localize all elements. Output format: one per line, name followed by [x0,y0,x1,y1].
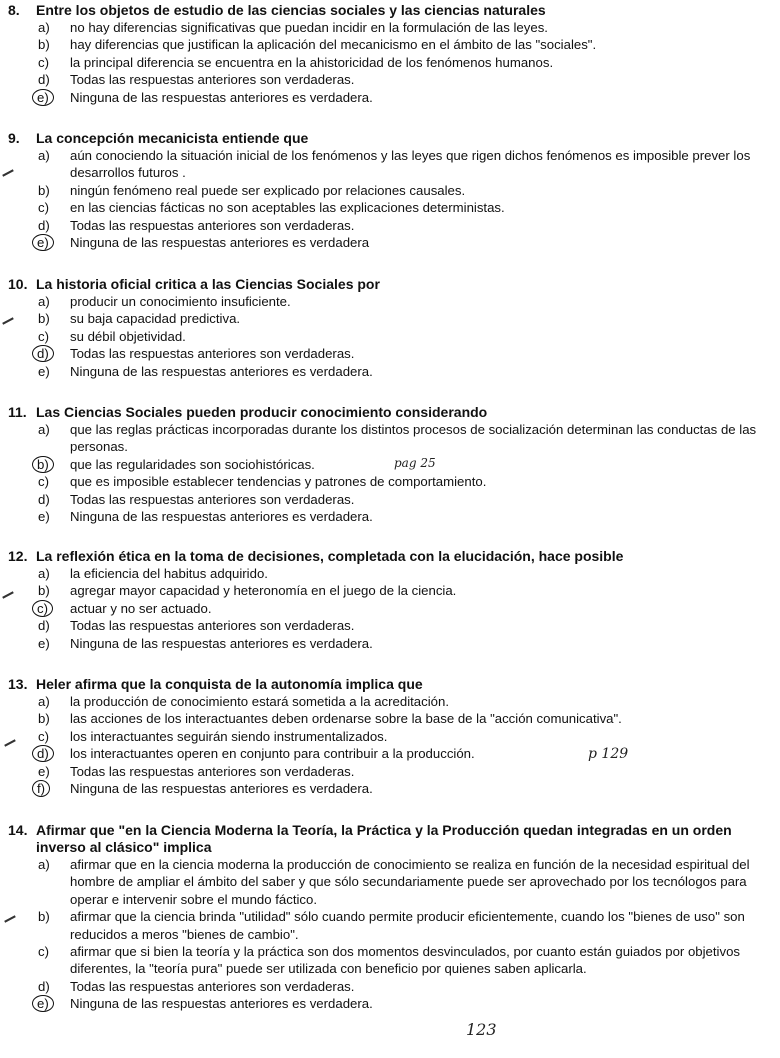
option-b: b) las acciones de los interactuantes deben ordenarse sobre la base de la "acción comunicativa". [38,711,622,727]
question-13 [8,676,774,797]
question-stem: Heler afirma que la conquista de la autonomía implica que [36,676,423,692]
question-number: 9. [8,130,20,146]
question-number: 10. [8,276,28,292]
question-number: 14. [8,822,28,838]
option-c-circled: c) actuar y no ser actuado. [8,600,774,617]
option-e-circled: e) Ninguna de las respuestas anteriores es verdadera. [8,89,774,106]
option-b-circled: b) que las regularidades son sociohistóricas. [8,456,774,473]
option-a: a) la eficiencia del habitus adquirido. [38,566,268,581]
option-d-circled: d) Todas las respuestas anteriores son verdaderas. [8,345,774,362]
option-e: e) Todas las respuestas anteriores son verdaderas. [38,763,355,779]
option-e-circled: e) Ninguna de las respuestas anteriores es verdadera. [8,995,774,1012]
question-9 [8,130,774,251]
option-b: b) su baja capacidad predictiva. [38,311,241,327]
option-d: d) Todas las respuestas anteriores son verdaderas. [38,978,355,994]
option-a: a) la producción de conocimiento estará sometida a la acreditación. [38,694,449,709]
option-b: b) afirmar que la ciencia brinda "utilidad" sólo cuando permite producir eficientemente, cuando los "bienes de uso" son reducidos a meros "bienes de cambio". [38,909,745,942]
option-a: a) afirmar que en la ciencia moderna la producción de conocimiento se realiza en función de la necesidad espiritual del hombre de ampliar el ámbito del saber y que sólo secundariamente puede ser aprovechado por los tecnólogos para operar e intervenir sobre el mundo fáctico. [38,857,750,907]
question-10 [8,276,774,380]
option-b: b) agregar mayor capacidad y heteronomía en el juego de la ciencia. [38,583,457,599]
question-stem: La concepción mecanicista entiende que [36,130,309,146]
question-11 [8,404,774,525]
option-c: c) la principal diferencia se encuentra en la ahistoricidad de los fenómenos humanos. [38,54,554,70]
option-a: a) que las reglas prácticas incorporadas durante los distintos procesos de socialización determinan las conductas de las personas. [38,422,757,455]
question-8 [8,2,774,106]
option-d: d) Todas las respuestas anteriores son verdaderas. [38,618,355,634]
question-14 [8,822,774,1013]
option-f-circled: f) Ninguna de las respuestas anteriores es verdadera. [8,780,774,797]
option-c: c) que es imposible establecer tendencias y patrones de comportamiento. [38,474,487,490]
option-c: c) en las ciencias fácticas no son aceptables las explicaciones deterministas. [38,200,505,216]
handwritten-note: p 129 [588,746,629,762]
question-number: 11. [8,404,27,420]
option-a: a) no hay diferencias significativas que puedan incidir en la formulación de las leyes. [38,20,548,35]
question-number: 13. [8,676,28,692]
option-a: a) aún conociendo la situación inicial de los fenómenos y las leyes que rigen dichos fenómenos es imposible prever los desarrollos futuros . [38,148,751,181]
question-stem: Entre los objetos de estudio de las ciencias sociales y las ciencias naturales [36,2,546,18]
question-stem: La reflexión ética en la toma de decisiones, completada con la elucidación, hace posible [36,548,624,564]
option-c: c) su débil objetividad. [38,328,186,344]
option-d: d) Todas las respuestas anteriores son verdaderas. [38,491,355,507]
option-d: d) Todas las respuestas anteriores son verdaderas. [38,217,355,233]
option-d-circled: d) los interactuantes operen en conjunto para contribuir a la producción. [8,745,774,762]
option-b: b) ningún fenómeno real puede ser explicado por relaciones causales. [38,182,466,198]
option-d: d) Todas las respuestas anteriores son verdaderas. [38,72,355,88]
option-c: c) afirmar que si bien la teoría y la práctica son dos momentos desvinculados, por cuanto están guiados por objetivos diferentes, la "teoría pura" puede ser utilizada con beneficio por quienes saben aplicarla. [38,944,741,977]
question-stem: Las Ciencias Sociales pueden producir conocimiento considerando [36,404,488,420]
question-number: 8. [8,2,20,18]
option-e: e) Ninguna de las respuestas anteriores es verdadera. [38,635,373,651]
option-e: e) Ninguna de las respuestas anteriores es verdadera. [38,509,373,525]
question-12 [8,548,774,652]
option-e: e) Ninguna de las respuestas anteriores es verdadera. [38,363,373,379]
option-a: a) producir un conocimiento insuficiente. [38,294,291,309]
handwritten-note: pag 25 [394,456,436,470]
question-stem: Afirmar que "en la Ciencia Moderna la Teoría, la Práctica y la Producción quedan integradas en un orden inverso al clásico" implica [36,822,732,855]
question-number: 12. [8,548,28,564]
option-c: c) los interactuantes seguirán siendo instrumentalizados. [38,728,388,744]
handwritten-page-number: 123 [466,1020,497,1039]
option-b: b) hay diferencias que justifican la aplicación del mecanicismo en el ámbito de las "sociales". [38,37,597,53]
question-stem: La historia oficial critica a las Ciencias Sociales por [36,276,380,292]
option-e-circled: e) Ninguna de las respuestas anteriores es verdadera [8,234,774,251]
